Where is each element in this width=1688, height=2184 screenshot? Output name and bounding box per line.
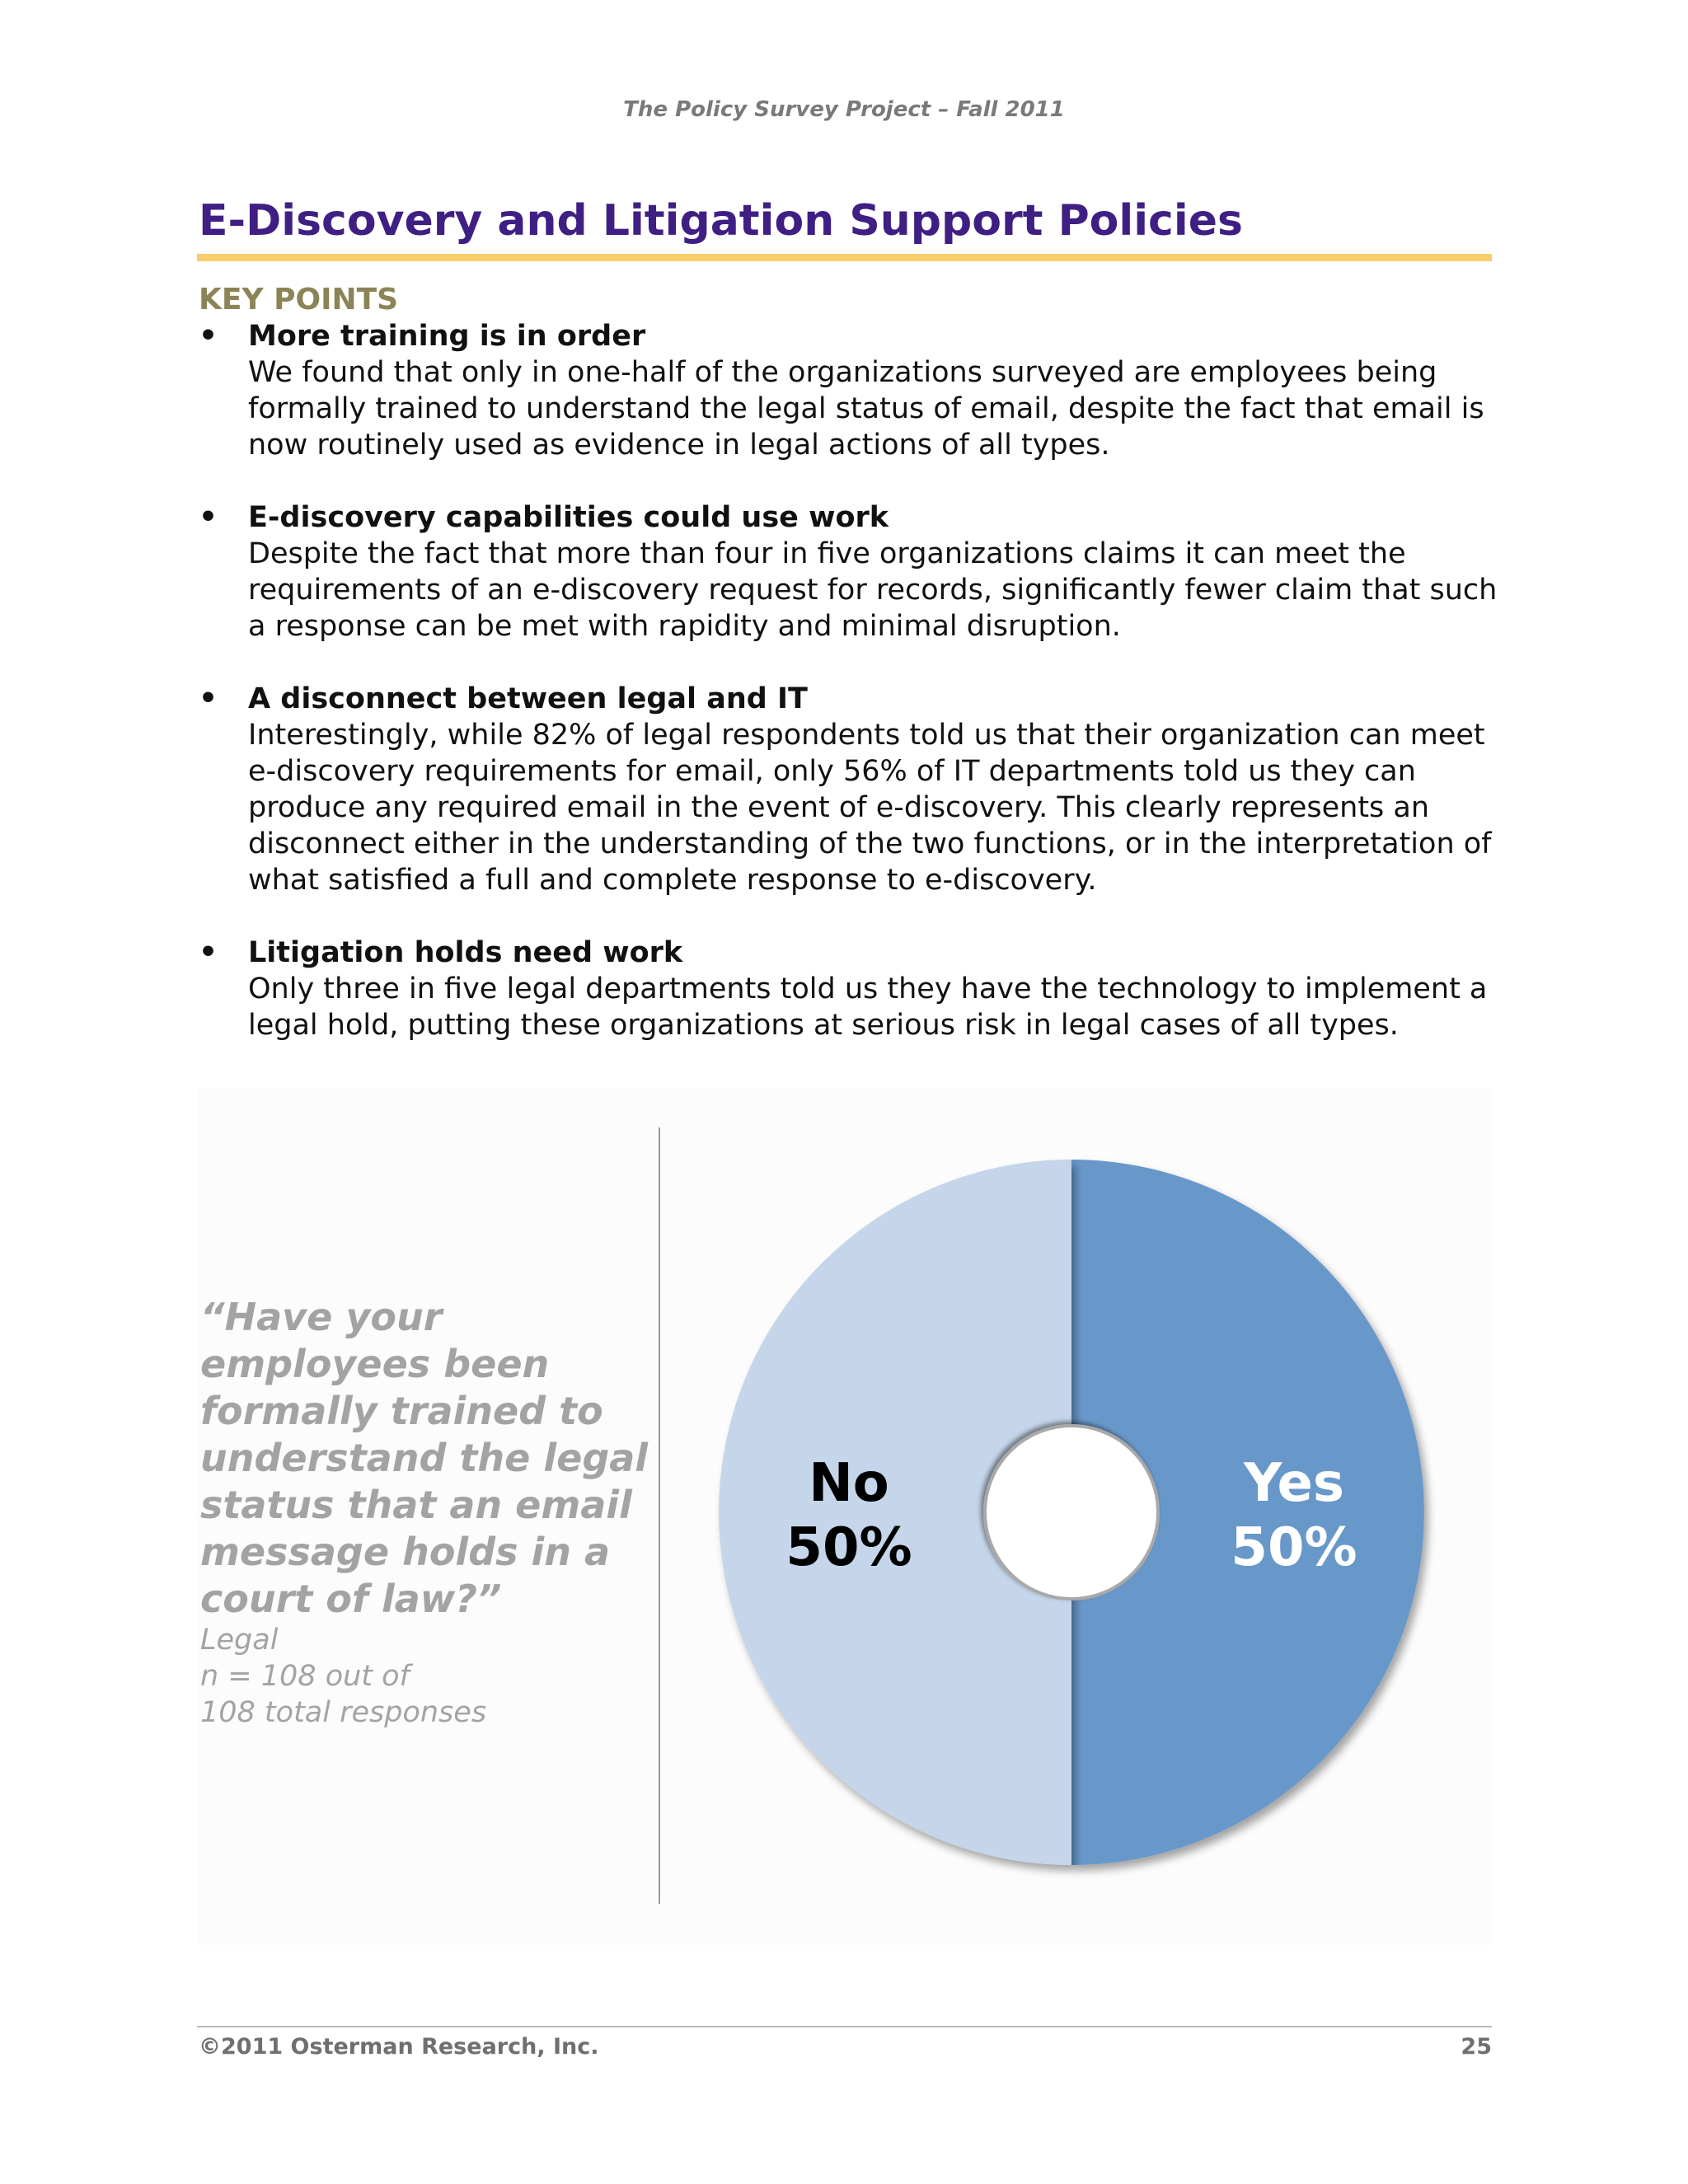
bullet-icon: • (199, 319, 218, 353)
key-point-body: Only three in five legal departments told us they have the technology to implement a legal hold, putting these organizations at serious risk in legal cases of all types. (248, 972, 1488, 1042)
key-point (199, 318, 1517, 463)
sample-group: Legal (200, 1624, 279, 1657)
sample-note (200, 1622, 629, 1731)
key-point-body: We found that only in one-half of the organizations surveyed are employees being formally trained to understand the legal status of email, despite the fact that email is now routinely used as evidence in legal actions of all types. (248, 356, 1484, 462)
key-point (199, 499, 1517, 644)
title-rule (197, 254, 1492, 261)
key-point (199, 681, 1517, 898)
slice-value-no: 50% (785, 1517, 912, 1578)
key-point-title: A disconnect between legal and IT (248, 682, 808, 715)
key-point-title: More training is in order (248, 320, 646, 353)
survey-question: “Have your employees been formally trained to understand the legal status that an email message holds in a court of law?” (200, 1295, 649, 1621)
page-number: 25 (1461, 2034, 1492, 2060)
bullet-icon: • (199, 935, 218, 969)
section-title: E-Discovery and Litigation Support Policies (199, 196, 1243, 246)
slice-label-yes: Yes (1244, 1453, 1344, 1514)
footer-rule (197, 2026, 1492, 2027)
donut-chart (705, 1129, 1447, 1904)
sample-total: 108 total responses (200, 1696, 487, 1729)
key-point-title: Litigation holds need work (248, 936, 683, 969)
footer-copyright: ©2011 Osterman Research, Inc. (199, 2034, 599, 2060)
bullet-icon: • (199, 500, 218, 534)
bullet-icon: • (199, 682, 218, 715)
sample-count: n = 108 out of (200, 1660, 410, 1693)
key-point (199, 935, 1517, 1043)
key-points-heading: KEY POINTS (199, 283, 399, 316)
key-point-title: E-discovery capabilities could use work (248, 501, 889, 534)
key-point-body: Despite the fact that more than four in five organizations claims it can meet the requirements of an e-discovery request for records, significantly fewer claim that such a response can be met with rapidity and minimal disruption. (248, 537, 1498, 643)
donut-hole (985, 1426, 1158, 1599)
running-head: The Policy Survey Project – Fall 2011 (623, 97, 1065, 122)
key-point-body: Interestingly, while 82% of legal respondents told us that their organization can meet e-discovery requirements for email, only 56% of IT departments told us they can produce any required email in the event of e-discovery. This clearly represents an disconnect either in the understanding of the two functions, or in the interpretation of what satisfied a full and complete response to e-discovery. (248, 719, 1492, 897)
slice-value-yes: 50% (1231, 1517, 1357, 1578)
slice-label-no: No (809, 1453, 889, 1514)
key-points-list (199, 318, 1517, 1080)
